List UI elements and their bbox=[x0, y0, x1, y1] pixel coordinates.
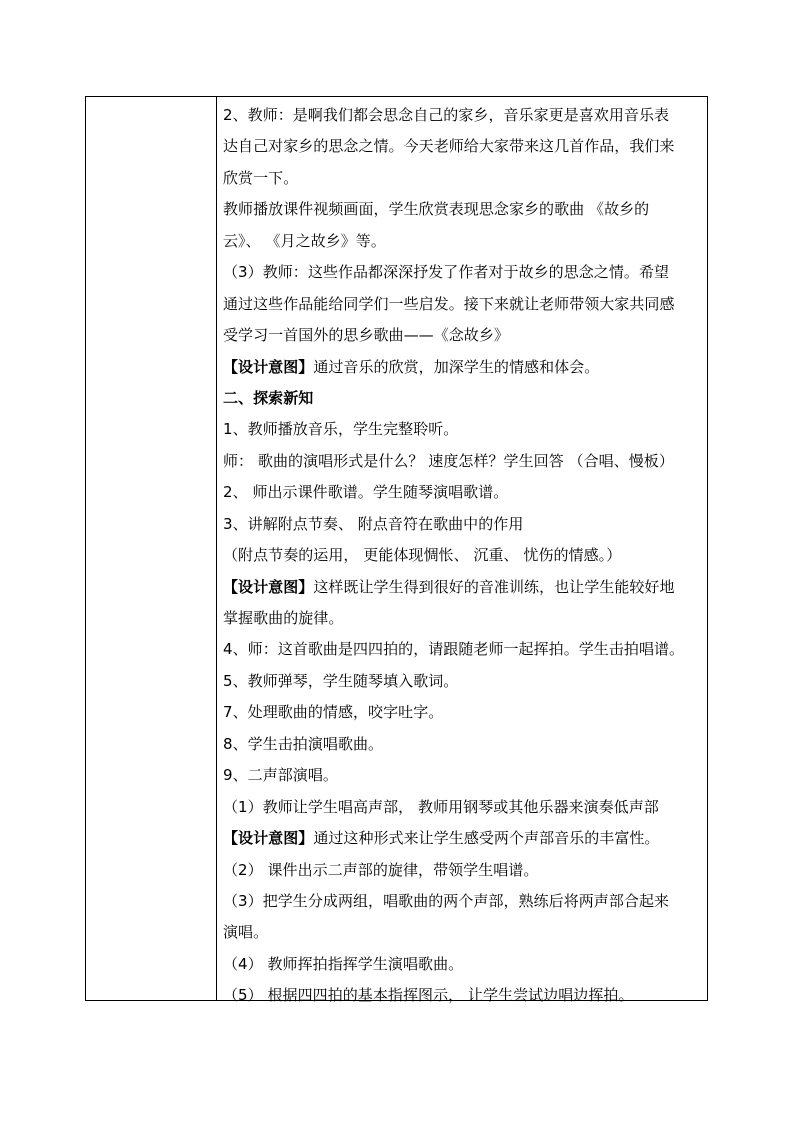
line-text: （2） 课件出示二声部的旋律，带领学生唱谱。 bbox=[223, 860, 539, 879]
line-text: 通过音乐的欣赏，加深学生的情感和体会。 bbox=[313, 357, 600, 376]
content-line bbox=[223, 100, 707, 131]
content-line bbox=[223, 414, 707, 445]
line-text: （3）教师：这些作品都深深抒发了作者对于故乡的思念之情。希望 bbox=[223, 263, 670, 282]
line-text: 2、教师：是啊我们都会思念自己的家乡，音乐家更是喜欢用音乐表 bbox=[223, 106, 670, 124]
line-text: （1）教师让学生唱高声部， 教师用钢琴或其他乐器来演奏低声部 bbox=[223, 797, 659, 816]
table-right-cell bbox=[217, 97, 707, 1005]
content-line bbox=[223, 855, 707, 886]
table-left-cell bbox=[86, 97, 217, 1000]
line-text: 通过这些作品能给同学们一些启发。接下来就让老师带领大家共同感 bbox=[223, 294, 675, 313]
line-text: （3）把学生分成两组，唱歌曲的两个声部，熟练后将两声部合起来 bbox=[223, 891, 670, 910]
line-text: 达自己对家乡的思念之情。今天老师给大家带来这几首作品，我们来 bbox=[223, 137, 675, 156]
lesson-content bbox=[223, 100, 707, 1012]
content-line bbox=[223, 163, 707, 194]
content-line bbox=[223, 760, 707, 791]
content-line bbox=[223, 729, 707, 760]
content-line bbox=[223, 603, 707, 634]
line-text: 演唱。 bbox=[223, 923, 269, 942]
line-text: 4、师：这首歌曲是四四拍的，请跟随老师一起挥拍。学生击拍唱谱。 bbox=[223, 640, 685, 659]
content-line bbox=[223, 697, 707, 728]
line-text: 云》、 《月之故乡》等。 bbox=[223, 231, 386, 250]
content-line bbox=[223, 917, 707, 948]
line-text: 1、教师播放音乐，学生完整聆听。 bbox=[223, 420, 459, 439]
content-line bbox=[223, 131, 707, 162]
line-text: 掌握歌曲的旋律。 bbox=[223, 609, 344, 627]
content-line bbox=[223, 792, 707, 823]
content-line bbox=[223, 949, 707, 980]
bold-label: 【设计意图】 bbox=[223, 577, 314, 596]
bold-label: 二、探索新知 bbox=[223, 388, 314, 407]
content-line bbox=[223, 509, 707, 540]
line-text: 师： 歌曲的演唱形式是什么？ 速度怎样？学生回答 （合唱、慢板） bbox=[223, 451, 674, 470]
content-line bbox=[223, 634, 707, 665]
content-line bbox=[223, 352, 707, 383]
content-line bbox=[223, 886, 707, 917]
line-text: （附点节奏的运用， 更能体现惆怅、 沉重、 忧伤的情感。） bbox=[223, 546, 622, 565]
content-line bbox=[223, 666, 707, 697]
line-text: 欣赏一下。 bbox=[223, 168, 299, 187]
content-line bbox=[223, 257, 707, 288]
line-text: 5、教师弹琴，学生随琴填入歌词。 bbox=[223, 671, 459, 690]
line-text: 7、处理歌曲的情感，咬字吐字。 bbox=[223, 703, 444, 722]
line-text: （5） 根据四四拍的基本指挥图示， 让学生尝试边唱边挥拍。 bbox=[223, 986, 634, 1005]
line-text: 受学习一首国外的思乡歌曲——《念故乡》 bbox=[223, 326, 509, 345]
line-text: 这样既让学生得到很好的音准训练，也让学生能较好地 bbox=[313, 577, 675, 596]
content-line bbox=[223, 194, 707, 225]
line-text: （4） 教师挥拍指挥学生演唱歌曲。 bbox=[223, 954, 464, 973]
line-text: 通过这种形式来让学生感受两个声部音乐的丰富性。 bbox=[313, 829, 660, 848]
content-line bbox=[223, 320, 707, 351]
content-line bbox=[223, 540, 707, 571]
line-text: 9、二声部演唱。 bbox=[223, 766, 338, 785]
content-line bbox=[223, 226, 707, 257]
content-line bbox=[223, 823, 707, 854]
content-line bbox=[223, 980, 707, 1011]
line-text: 3、讲解附点节奏、 附点音符在歌曲中的作用 bbox=[223, 514, 524, 533]
line-text: 教师播放课件视频画面，学生欣赏表现思念家乡的歌曲 《故乡的 bbox=[223, 200, 650, 219]
bold-label: 【设计意图】 bbox=[223, 829, 314, 848]
line-text: 8、学生击拍演唱歌曲。 bbox=[223, 734, 384, 753]
content-line bbox=[223, 446, 707, 477]
content-line bbox=[223, 477, 707, 508]
lesson-plan-table bbox=[85, 96, 708, 1005]
line-text: 2、 师出示课件歌谱。学生随琴演唱歌谱。 bbox=[223, 483, 509, 502]
content-line bbox=[223, 572, 707, 603]
bold-label: 【设计意图】 bbox=[223, 357, 314, 376]
content-line bbox=[223, 383, 707, 414]
content-line bbox=[223, 289, 707, 320]
